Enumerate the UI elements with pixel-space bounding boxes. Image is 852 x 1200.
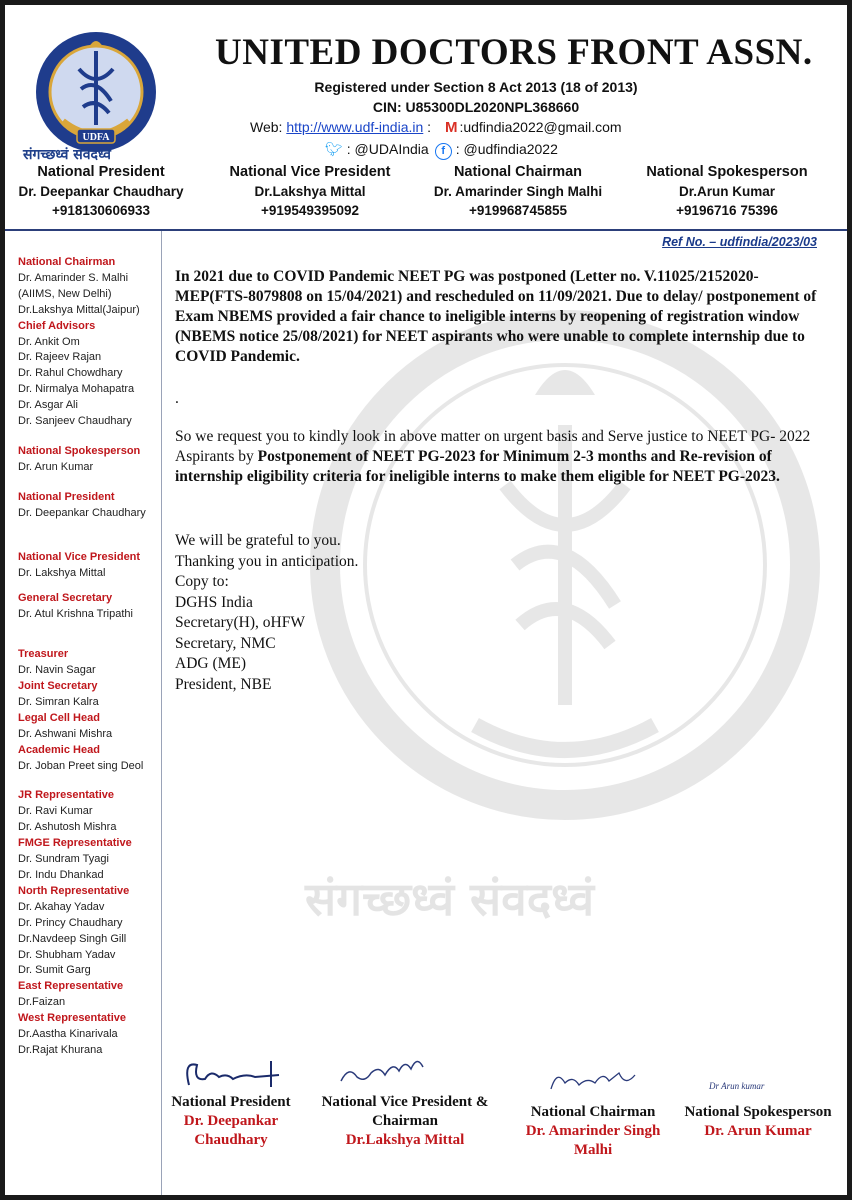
sidebar-heading: National Spokesperson (18, 444, 141, 457)
sidebar-heading: National Chairman (18, 256, 116, 268)
sidebar-heading: FMGE Representative (18, 837, 132, 850)
web-label: Web: (250, 119, 287, 135)
signature-chairman (513, 1103, 673, 1160)
signature-name: Chaudhary (194, 1132, 268, 1148)
closing-line: Thanking you in anticipation. (175, 552, 359, 570)
letter-body (175, 267, 825, 695)
signature-spokesperson (675, 1103, 841, 1141)
signature-name: Dr. Arun Kumar (704, 1123, 812, 1139)
sidebar-heading: North Representative (18, 884, 130, 897)
signature-vice-president (305, 1093, 505, 1150)
officer-phone: +9196716 75396 (676, 203, 778, 218)
officer-title: National Spokesperson (646, 164, 808, 180)
sidebar-member: Dr.Faizan (18, 996, 66, 1009)
sidebar-member: Dr. Shubham Yadav (18, 948, 116, 961)
email-text[interactable]: :udfindia2022@gmail.com (459, 119, 622, 135)
sidebar-member: Dr. Joban Preet sing Deol (18, 759, 144, 772)
sidebar-member: Dr. Amarinder S. Malhi (18, 271, 129, 284)
contact-social-row (325, 141, 558, 160)
copy-recipient: Secretary, NMC (175, 634, 276, 652)
twitter-icon: 🐦︎ (325, 141, 343, 157)
sidebar-member: Dr. Rahul Chowdhary (18, 367, 123, 380)
separator: : (423, 119, 435, 135)
officer-phone: +918130606933 (52, 203, 150, 218)
signature-mark-vice-president (335, 1051, 435, 1093)
signature-title: National Vice President & (321, 1094, 489, 1110)
officer-name: Dr.Lakshya Mittal (254, 184, 366, 199)
website-link[interactable]: http://www.udf-india.in (286, 119, 424, 135)
sidebar-member: Dr. Sanjeev Chaudhary (18, 415, 132, 428)
letter-paragraph-1: In 2021 due to COVID Pandemic NEET PG was postponed (Letter no. V.11025/2152020-MEP(FTS-8079808 on 15/04/2021) and rescheduled on 11/09/2021. Due to delay/ postponement of Exam NBEMS provided a fair chance to ineligible interns by reopening of registration window (NBEMS notice 25/08/2021) for NEET aspirants who were unable to complete internship due to COVID Pandemic. (175, 268, 817, 365)
signature-title: National President (171, 1094, 291, 1110)
sidebar-member: Dr. Arun Kumar (18, 460, 94, 473)
officer-phone: +919968745855 (469, 203, 567, 218)
sidebar-member: (AIIMS, New Delhi) (18, 287, 112, 300)
closing-line: We will be grateful to you. (175, 532, 341, 549)
officer-phone: +919549395092 (261, 203, 359, 218)
signature-name: Malhi (573, 1142, 613, 1158)
letter-paragraph-2 (175, 427, 825, 487)
officer-vice-president (210, 163, 410, 220)
officer-chairman (423, 163, 613, 220)
closing-block (175, 531, 825, 695)
officer-name: Dr. Amarinder Singh Malhi (433, 184, 603, 199)
committee-sidebar (18, 255, 160, 1059)
paragraph-2-bold: Postponement of NEET PG-2023 for Minimum 2-3 months and Re-revision of internship eligibility criteria for ineligible interns to make them eligible for NEET PG-2023. (175, 448, 780, 485)
sidebar-member: Dr. Ashutosh Mishra (18, 821, 117, 834)
sidebar-member: Dr. Simran Kalra (18, 695, 99, 708)
sidebar-heading: Legal Cell Head (18, 711, 100, 724)
sidebar-heading: JR Representative (18, 789, 114, 802)
officer-spokesperson (627, 163, 827, 220)
signature-mark-president (175, 1055, 285, 1091)
sidebar-heading: East Representative (18, 980, 124, 993)
stray-dot: . (175, 390, 179, 407)
sidebar-member: Dr.Lakshya Mittal(Jaipur) (18, 303, 140, 316)
signature-title: National Spokesperson (684, 1104, 832, 1120)
sidebar-member: Dr. Lakshya Mittal (18, 566, 106, 579)
registration-line: Registered under Section 8 Act 2013 (18 of 2013) (314, 79, 638, 95)
signature-president (161, 1093, 301, 1150)
sidebar-member: Dr. Princy Chaudhary (18, 916, 123, 929)
signature-title: National Chairman (530, 1104, 656, 1120)
reference-number: Ref No. – udfindia/2023/03 (662, 235, 817, 249)
twitter-handle[interactable]: : @UDAIndia (346, 141, 429, 157)
sidebar-member: Dr. Sundram Tyagi (18, 853, 109, 866)
sidebar-divider (161, 231, 162, 1195)
signature-name: Dr. Deepankar (183, 1113, 279, 1129)
gmail-icon: M (444, 119, 458, 136)
officer-name: Dr.Arun Kumar (678, 184, 776, 199)
sidebar-heading: Joint Secretary (18, 680, 98, 693)
sidebar-heading: National President (18, 490, 115, 503)
hindi-tagline: संगच्छध्वं संवदध्वं (23, 147, 111, 163)
sidebar-heading: Academic Head (18, 743, 100, 756)
logo-badge-text: UDFA (82, 132, 110, 143)
officer-name: Dr. Deepankar Chaudhary (18, 184, 184, 199)
sidebar-member: Dr.Aastha Kinarivala (18, 1028, 118, 1041)
copy-recipient: DGHS India (175, 593, 253, 611)
facebook-icon: f (435, 143, 452, 160)
sidebar-member: Dr. Nirmalya Mohapatra (18, 383, 135, 396)
sidebar-member: Dr. Sumit Garg (18, 964, 91, 977)
sidebar-member: Dr. Akahay Yadav (18, 900, 105, 913)
signature-mark-chairman (545, 1061, 645, 1097)
officer-title: National President (37, 164, 165, 180)
sidebar-member: Dr. Rajeev Rajan (18, 351, 102, 364)
paragraph-2-plain: So we request you to kindly look in above matter on urgent basis and Serve justice to NEET PG- 2022 Aspirants by (175, 428, 811, 465)
signature-title: Chairman (372, 1113, 438, 1129)
signature-mark-spokesperson (705, 1075, 795, 1095)
contact-web-row (250, 119, 622, 136)
officer-title: National Vice President (229, 164, 391, 180)
org-title: UNITED DOCTORS FRONT ASSN. (215, 32, 813, 73)
facebook-handle[interactable]: : @udfindia2022 (455, 141, 558, 157)
copy-recipient: ADG (ME) (175, 655, 247, 672)
copy-to-label: Copy to: (175, 573, 229, 590)
sidebar-member: Dr. Atul Krishna Tripathi (18, 608, 133, 621)
cin-line: CIN: U85300DL2020NPL368660 (372, 99, 580, 115)
watermark-tagline: संगच्छध्वं संवदध्वं (305, 872, 595, 926)
header-divider (5, 229, 847, 231)
officer-title: National Chairman (453, 164, 583, 180)
officer-president (11, 163, 191, 220)
sidebar-heading: Treasurer (18, 648, 69, 661)
sidebar-member: Dr.Rajat Khurana (18, 1043, 103, 1056)
sidebar-member: Dr. Ashwani Mishra (18, 727, 113, 740)
sidebar-heading: General Secretary (18, 592, 113, 605)
signature-name: Dr.Lakshya Mittal (345, 1132, 465, 1148)
sidebar-heading: National Vice President (18, 550, 141, 563)
sidebar-member: Dr. Asgar Ali (18, 399, 78, 412)
sidebar-member: Dr. Deepankar Chaudhary (18, 506, 146, 519)
signature-name: Dr. Amarinder Singh (525, 1123, 661, 1139)
sidebar-member: Dr. Ankit Om (18, 335, 80, 348)
sidebar-heading: West Representative (18, 1012, 127, 1025)
sidebar-member: Dr.Navdeep Singh Gill (18, 932, 127, 945)
sidebar-member: Dr. Indu Dhankad (18, 869, 104, 881)
sidebar-heading: Chief Advisors (18, 319, 96, 332)
copy-recipient: Secretary(H), oHFW (175, 614, 305, 631)
letterhead-page (5, 5, 847, 1195)
signature-mark-text: Dr Arun kumar (709, 1081, 765, 1091)
sidebar-member: Dr. Navin Sagar (18, 664, 96, 677)
copy-recipient: President, NBE (175, 675, 272, 693)
sidebar-member: Dr. Ravi Kumar (18, 805, 93, 818)
